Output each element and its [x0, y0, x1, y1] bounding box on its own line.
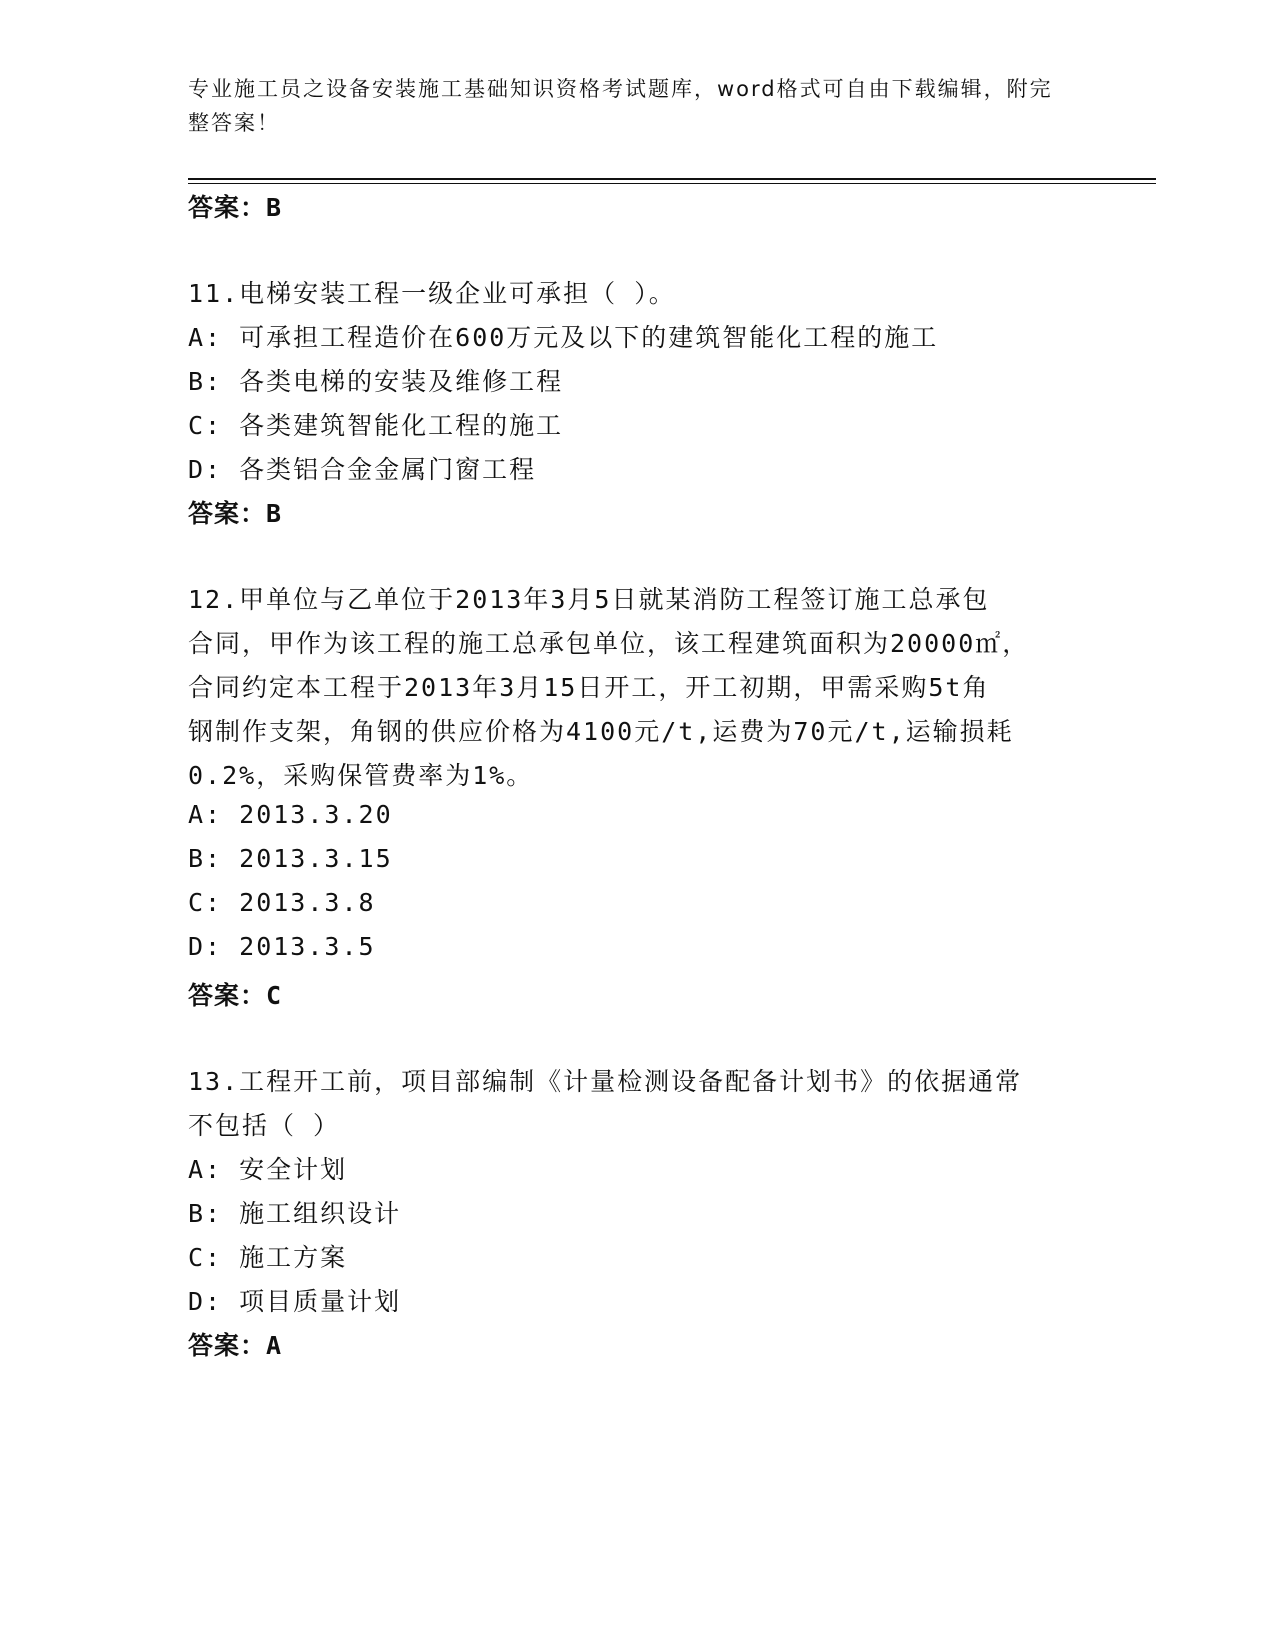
q13-option-a: A: 安全计划	[188, 1155, 348, 1184]
q12-stem-line2: 合同，甲作为该工程的施工总承包单位，该工程建筑面积为20000㎡，	[188, 629, 1030, 658]
q12-stem-line3: 合同约定本工程于2013年3月15日开工，开工初期，甲需采购5t角	[188, 673, 990, 702]
q11-stem: 11.电梯安装工程一级企业可承担（ ）。	[188, 279, 676, 308]
q11-option-b: B: 各类电梯的安装及维修工程	[188, 367, 564, 396]
q12-option-a: A: 2013.3.20	[188, 800, 393, 829]
q11-option-d: D: 各类铝合金金属门窗工程	[188, 455, 537, 484]
q13-option-d: D: 项目质量计划	[188, 1287, 402, 1316]
q12-stem-line1: 12.甲单位与乙单位于2013年3月5日就某消防工程签订施工总承包	[188, 585, 990, 614]
q12-answer: 答案：C	[188, 981, 283, 1010]
q13-option-b: B: 施工组织设计	[188, 1199, 402, 1228]
q12-option-b: B: 2013.3.15	[188, 844, 393, 873]
header-rule-thin	[188, 183, 1156, 184]
q11-answer: 答案：B	[188, 499, 283, 528]
q12-option-d: D: 2013.3.5	[188, 932, 376, 961]
q11-option-a: A: 可承担工程造价在600万元及以下的建筑智能化工程的施工	[188, 323, 939, 352]
q12-stem-line4: 钢制作支架，角钢的供应价格为4100元/t,运费为70元/t,运输损耗	[188, 717, 1014, 746]
q12-stem-line5: 0.2%，采购保管费率为1%。	[188, 761, 534, 790]
header-rule-thick	[188, 178, 1156, 180]
q11-option-c: C: 各类建筑智能化工程的施工	[188, 411, 564, 440]
q13-stem-line1: 13.工程开工前，项目部编制《计量检测设备配备计划书》的依据通常	[188, 1067, 1023, 1096]
answer-prev: 答案：B	[188, 193, 283, 222]
q13-option-c: C: 施工方案	[188, 1243, 348, 1272]
document-header-text: 专业施工员之设备安装施工基础知识资格考试题库，word格式可自由下载编辑，附完整答案！	[188, 77, 1053, 135]
q13-stem-line2: 不包括（ ）	[188, 1111, 341, 1140]
q12-option-c: C: 2013.3.8	[188, 888, 376, 917]
q13-answer: 答案：A	[188, 1331, 283, 1360]
